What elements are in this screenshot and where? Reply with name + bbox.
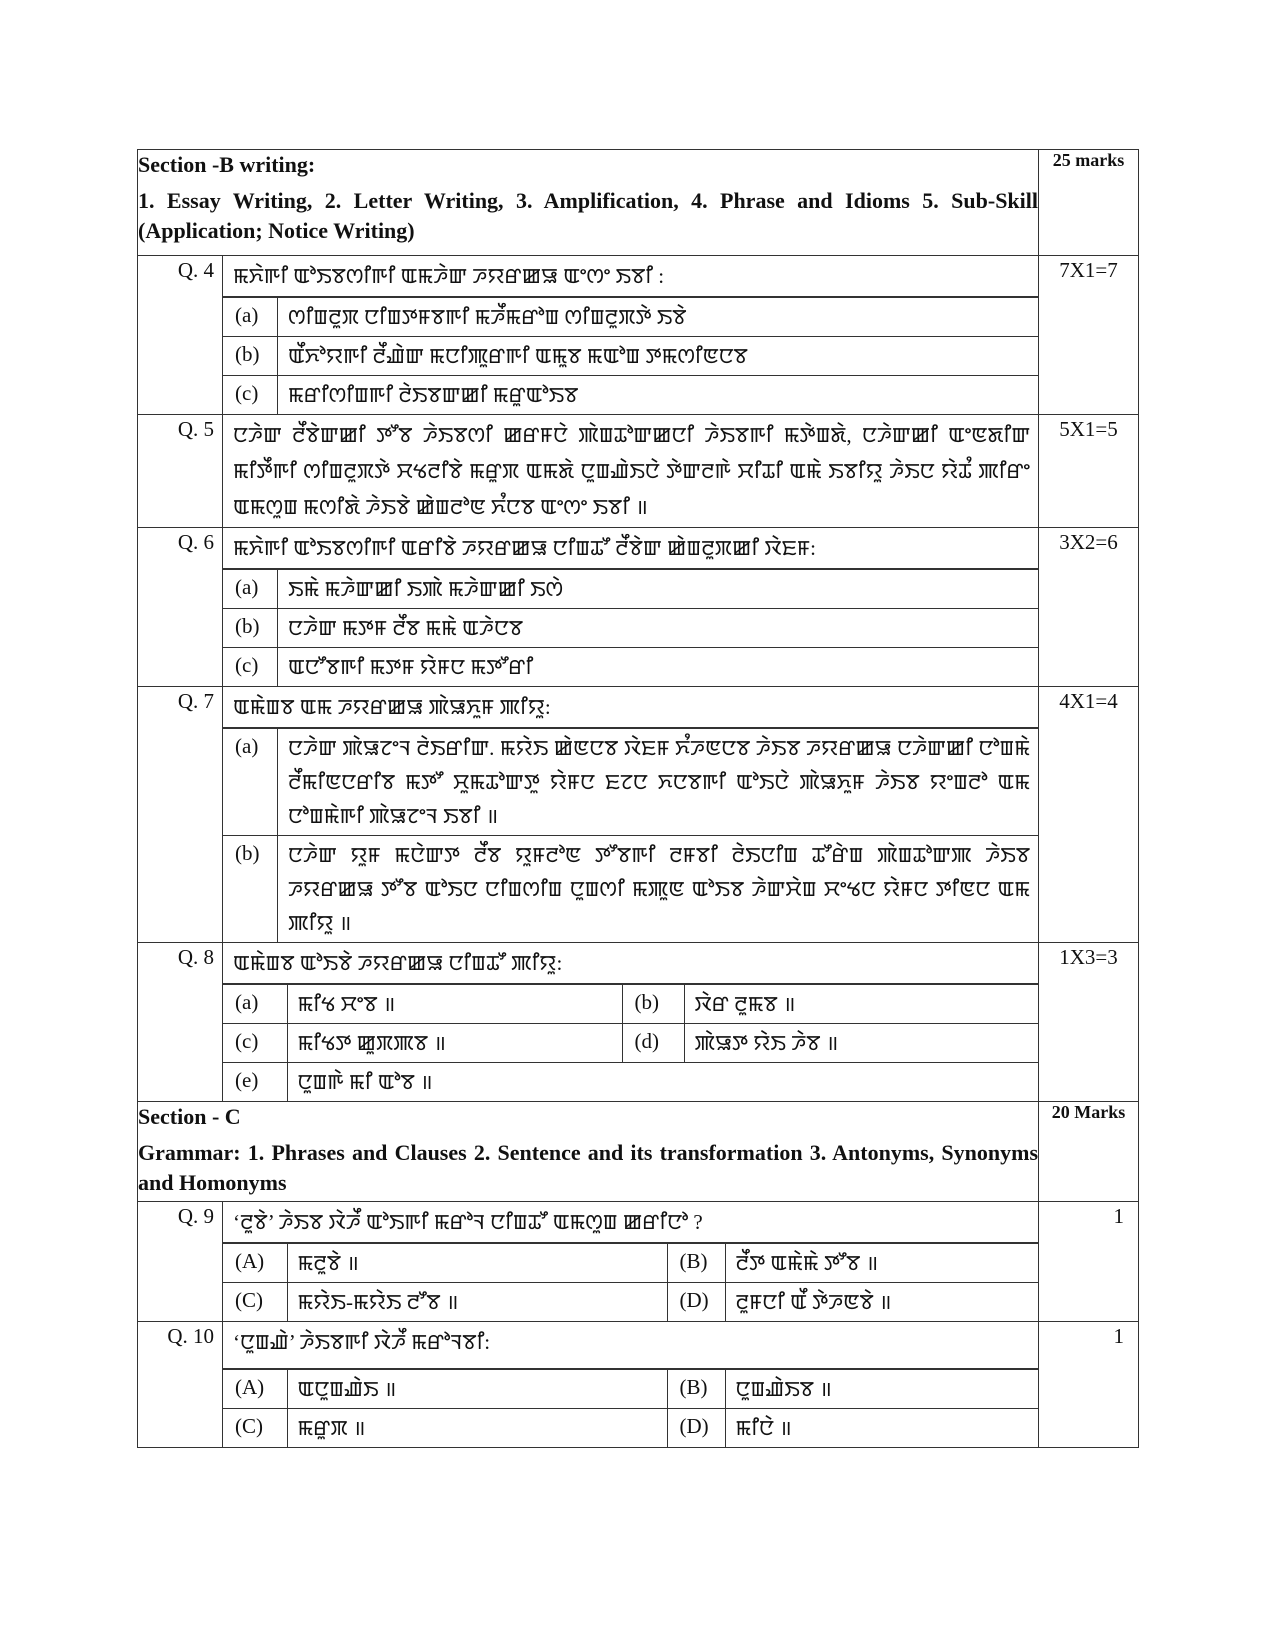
sub-items	[223, 728, 1038, 942]
item-label: (b)	[223, 337, 278, 376]
item-text: ꯅꯍꯥꯛ ꯃꯇꯝ ꯂꯩꯕ ꯃꯃꯥ ꯑꯍꯥꯅꯕ	[278, 609, 1039, 648]
item-label: (a)	[223, 570, 278, 609]
question-text: ‘ꯂꯨꯕꯥ’ ꯍꯥꯏꯕ ꯋꯥꯍꯩ ꯑꯣꯏꯒꯤ ꯃꯔꯣꯜ ꯅꯤꯡꯊꯧ ꯑꯃꯁꯨꯡ ꯀꯔꯤꯅꯣ ?	[223, 1202, 1038, 1243]
section-b-title: Section -B writing:	[138, 152, 316, 177]
item-text: ꯅꯨꯡꯒꯥ ꯃꯤ ꯑꯣꯕ ॥	[287, 1063, 1038, 1102]
item-text: ꯅꯍꯥꯛ ꯌꯨꯝ ꯃꯅꯥꯛꯇ ꯂꯩꯕ ꯌꯨꯝꯂꯣꯟ ꯇꯧꯕꯒꯤ ꯂꯝꯕꯤ ꯂꯥꯏꯅꯤꯡ ꯊꯧꯔꯥꯡ ꯄꯥꯡꯊꯣꯛꯄ ꯍꯥꯏꯕ ꯍꯌꯔꯀꯎ ꯇꯧꯕ ꯑꯣꯏꯅ ꯅꯤꯡꯁꯤꯡ ꯅꯨꯡꯁꯤ ꯃꯄꯨꯟ ꯑꯣꯏꯕ ꯍꯥꯛꯆꯥꯡ ꯆꯦꯠꯅ ꯌꯥꯝꯅ ꯇꯤꯟꯅ ꯑꯃ ꯄꯤꯌꯨ ॥	[278, 836, 1039, 943]
item-label: (a)	[223, 298, 278, 337]
item-label: (a)	[223, 729, 278, 836]
options	[223, 1243, 1038, 1321]
section-b-header	[138, 150, 1039, 256]
question-text: ꯅꯍꯥꯛ ꯂꯩꯕꯥꯛꯀꯤ ꯇꯧꯕ ꯍꯥꯏꯕꯁꯤ ꯀꯔꯝꯅꯥ ꯄꯥꯡꯊꯣꯛꯀꯅꯤ ꯍꯥꯏꯕꯒꯤ ꯃꯇꯥꯡꯗꯥ, ꯅꯍꯥꯛꯀꯤ ꯑꯦꯟꯗꯤꯛ ꯃꯤꯇꯩꯒꯤ ꯁꯤꯡꯂꯨꯞꯇꯥ ꯆꯠꯂꯤꯕꯥ ꯃꯔꯨꯞ ꯑꯃꯗꯥ ꯅꯨꯡꯉꯥꯏꯅꯥ ꯇꯥꯛꯂꯒꯥ ꯆꯤꯊꯤ ꯑꯃꯥ ꯏꯕꯤꯌꯨ ꯍꯥꯏꯅ ꯌꯥꯊꯪ ꯄꯤꯔꯦ ꯑꯃꯁꯨꯡ ꯃꯁꯤꯗꯥ ꯍꯥꯏꯕꯥ ꯀꯥꯡꯂꯣꯟ ꯈꯪꯅꯕ ꯑꯦꯁꯦ ꯏꯕꯤ ॥	[233, 423, 1031, 519]
question-marks: 1	[1039, 1322, 1139, 1448]
option-text: ꯃꯤꯅꯥ ॥	[725, 1409, 1038, 1448]
sub-items	[223, 297, 1038, 414]
option-text: ꯃꯂꯨꯕꯥ ॥	[287, 1244, 667, 1283]
question-text: ꯑꯃꯥꯡꯕ ꯑꯣꯏꯕꯥ ꯍꯌꯔꯀꯎ ꯅꯤꯡꯊꯧ ꯄꯤꯌꯨ:	[223, 943, 1038, 984]
item-label: (d)	[622, 1024, 684, 1063]
item-text: ꯑꯅꯧꯕꯒꯤ ꯃꯇꯝ ꯌꯥꯝꯅ ꯃꯇꯧꯔꯤ	[278, 648, 1039, 687]
question-row	[138, 528, 1139, 687]
item-label: (c)	[223, 376, 278, 415]
options	[223, 1369, 1038, 1447]
option-label: (B)	[667, 1244, 725, 1283]
question-marks: 7X1=7	[1039, 256, 1139, 415]
question-marks: 5X1=5	[1039, 415, 1139, 528]
section-c-header	[138, 1102, 1039, 1202]
section-c-title: Section - C	[138, 1104, 241, 1129]
option-text: ꯃꯌꯥꯏ-ꯃꯌꯥꯏ ꯂꯧꯕ ॥	[287, 1283, 667, 1322]
item-label: (a)	[223, 985, 287, 1024]
question-text: ‘ꯅꯨꯡꯉꯥ’ ꯍꯥꯏꯕꯒꯤ ꯋꯥꯍꯩ ꯃꯔꯣꯜꯕꯤ:	[223, 1322, 1038, 1369]
section-c-marks: 20 Marks	[1039, 1102, 1139, 1202]
question-number: Q. 4	[138, 256, 223, 415]
item-text: ꯋꯥꯔ ꯂꯨꯃꯕ ॥	[684, 985, 1038, 1024]
section-b-description: 1. Essay Writing, 2. Letter Writing, 3. Amplification, 4. Phrase and Idioms 5. Sub-Skill (Application; Notice Writing)	[138, 188, 1039, 243]
option-text: ꯅꯨꯡꯉꯥꯏꯕ ॥	[725, 1370, 1038, 1409]
item-label: (b)	[223, 836, 278, 943]
question-row	[138, 256, 1139, 415]
question-table	[137, 149, 1139, 1448]
option-label: (A)	[223, 1370, 287, 1409]
section-c-description: Grammar: 1. Phrases and Clauses 2. Sentence and its transformation 3. Antonyms, Synonyms and Homonyms	[138, 1140, 1039, 1195]
sub-items	[223, 569, 1038, 686]
question-number: Q. 7	[138, 687, 223, 943]
section-b-marks: 25 marks	[1039, 150, 1139, 256]
option-label: (A)	[223, 1244, 287, 1283]
option-label: (C)	[223, 1283, 287, 1322]
option-label: (B)	[667, 1370, 725, 1409]
item-text: ꯁꯤꯡꯂꯨꯞ ꯅꯤꯡꯇꯝꯕꯒꯤ ꯃꯍꯩꯃꯔꯣꯡ ꯁꯤꯡꯂꯨꯞꯇꯥ ꯏꯕꯥ	[278, 298, 1039, 337]
question-number: Q. 10	[138, 1322, 223, 1448]
question-row	[138, 1202, 1139, 1322]
item-text: ꯄꯥꯎꯇ ꯌꯥꯏ ꯍꯥꯕ ॥	[684, 1024, 1038, 1063]
item-label: (e)	[223, 1063, 287, 1102]
question-marks: 1X3=3	[1039, 943, 1139, 1102]
question-marks: 1	[1039, 1202, 1139, 1322]
item-label: (c)	[223, 1024, 287, 1063]
question-number: Q. 6	[138, 528, 223, 687]
question-number: Q. 8	[138, 943, 223, 1102]
question-row	[138, 687, 1139, 943]
item-text: ꯏꯃꯥ ꯃꯍꯥꯛꯀꯤ ꯏꯄꯥ ꯃꯍꯥꯛꯀꯤ ꯏꯁꯥ	[278, 570, 1039, 609]
question-marks: 3X2=6	[1039, 528, 1139, 687]
item-text: ꯑꯩꯈꯣꯌꯒꯤ ꯂꯩꯉꯥꯛ ꯃꯅꯤꯄꯨꯔꯒꯤ ꯑꯃꯨꯕ ꯃꯑꯣꯡ ꯇꯃꯁꯤꯟꯅꯕ	[278, 337, 1039, 376]
sub-items	[223, 984, 1038, 1101]
item-text: ꯃꯤꯠꯇ ꯀꯨꯞꯄꯕ ॥	[287, 1024, 622, 1063]
item-text: ꯅꯍꯥꯛ ꯄꯥꯎꯖꯦꯜ ꯂꯥꯏꯔꯤꯛ. ꯃꯌꯥꯏ ꯀꯥꯟꯅꯕ ꯋꯥꯐꯝ ꯈꯪꯍꯟꯅꯕ ꯍꯥꯏꯕ ꯍꯌꯔꯀꯎ ꯅꯍꯥꯛꯀꯤ ꯅꯣꯡꯃꯥ ꯂꯩꯃꯤꯟꯅꯔꯤꯕ ꯃꯇꯧ ꯆꯨꯃꯊꯣꯛꯇꯨ ꯌꯥꯝꯅ ꯐꯖꯅ ꯈꯅꯕꯒꯤ ꯑꯣꯏꯅꯥ ꯄꯥꯎꯈꯨꯝ ꯍꯥꯏꯕ ꯌꯦꯡꯂꯣ ꯑꯃ ꯅꯣꯡꯃꯥꯒꯤ ꯄꯥꯎꯖꯦꯜ ꯏꯕꯤ ॥	[278, 729, 1039, 836]
option-text: ꯂꯨꯝꯅꯤ ꯑꯩ ꯇꯥꯍꯟꯕꯥ ॥	[725, 1283, 1038, 1322]
option-label: (C)	[223, 1409, 287, 1448]
option-text: ꯑꯅꯨꯡꯉꯥꯏ ॥	[287, 1370, 667, 1409]
question-text: ꯃꯈꯥꯒꯤ ꯑꯣꯏꯕꯁꯤꯒꯤ ꯑꯃꯍꯥꯛ ꯍꯌꯔꯀꯎ ꯑꯦꯁꯦ ꯏꯕꯤ :	[223, 256, 1038, 297]
question-number: Q. 5	[138, 415, 223, 528]
question-text: ꯑꯃꯥꯡꯕ ꯑꯃ ꯍꯌꯔꯀꯎ ꯄꯥꯎꯈꯨꯝ ꯄꯤꯌꯨ:	[223, 687, 1038, 728]
item-label: (b)	[622, 985, 684, 1024]
question-text: ꯃꯈꯥꯒꯤ ꯑꯣꯏꯕꯁꯤꯒꯤ ꯑꯔꯤꯕꯥ ꯍꯌꯔꯀꯎ ꯅꯤꯡꯊꯧ ꯂꯩꯕꯥꯛ ꯀꯥꯡꯂꯨꯞꯀꯤ ꯋꯥꯐꯝ:	[223, 528, 1038, 569]
option-text: ꯂꯩꯇ ꯑꯃꯥꯃꯥ ꯇꯧꯕ ॥	[725, 1244, 1038, 1283]
option-label: (D)	[667, 1283, 725, 1322]
question-number: Q. 9	[138, 1202, 223, 1322]
item-label: (b)	[223, 609, 278, 648]
option-text: ꯃꯔꯨꯞ ॥	[287, 1409, 667, 1448]
item-text: ꯃꯤꯠ ꯆꯦꯕ ॥	[287, 985, 622, 1024]
question-row	[138, 415, 1139, 528]
question-row	[138, 1322, 1139, 1448]
question-paper	[137, 149, 1138, 1448]
item-label: (c)	[223, 648, 278, 687]
option-label: (D)	[667, 1409, 725, 1448]
question-marks: 4X1=4	[1039, 687, 1139, 943]
question-row	[138, 943, 1139, 1102]
item-text: ꯃꯔꯤꯁꯤꯡꯒꯤ ꯂꯥꯏꯕꯛꯀꯤ ꯃꯔꯨꯑꯣꯏꯕ	[278, 376, 1039, 415]
